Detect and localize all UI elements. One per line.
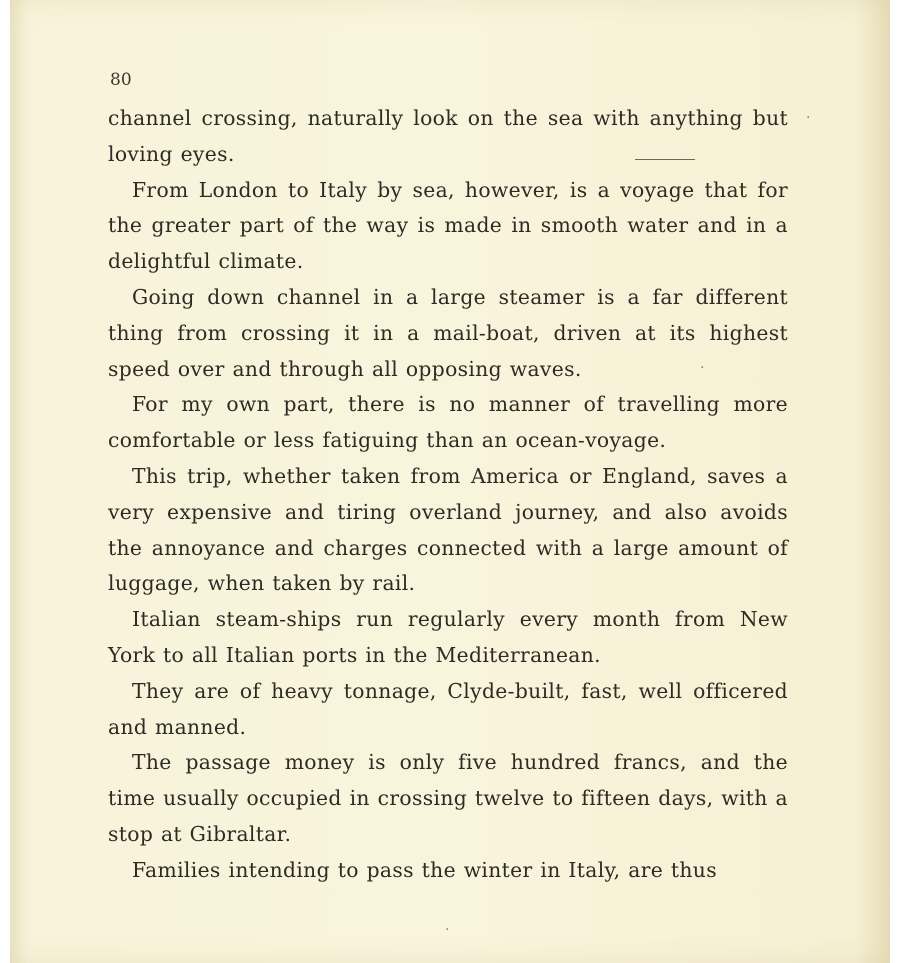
book-page bbox=[10, 0, 890, 963]
paragraph: The passage money is only five hundred francs, and the time usually occupied in crossing twelve to fifteen days, with a stop at Gibraltar. bbox=[108, 750, 788, 846]
paper-speck: · bbox=[445, 922, 450, 938]
paragraph: They are of heavy tonnage, Clyde-built, fast, well officered and manned. bbox=[108, 678, 788, 739]
body-text bbox=[108, 101, 788, 889]
paper-speck: · bbox=[806, 110, 811, 126]
paragraph: Italian steam-ships run regularly every month from New York to all Italian ports in the Mediterranean. bbox=[108, 607, 788, 667]
paper-speck: · bbox=[700, 360, 705, 376]
paragraph: This trip, whether taken from America or England, saves a very expensive and tiring overland journey, and also avoids the annoyance and charges connected with a large amount of luggage, when taken by rail. bbox=[108, 463, 788, 596]
paragraph: channel crossing, naturally look on the sea with anything but loving eyes. bbox=[108, 106, 788, 166]
paragraph: For my own part, there is no manner of travelling more comfortable or less fatiguing than an ocean-voyage. bbox=[108, 392, 788, 453]
paragraph: Families intending to pass the winter in Italy, are thus bbox=[132, 857, 717, 882]
paragraph: From London to Italy by sea, however, is a voyage that for the greater part of the way is made in smooth water and in a delightful climate. bbox=[108, 177, 788, 274]
paragraph: Going down channel in a large steamer is a far different thing from crossing it in a mail-boat, driven at its highest speed over and through all opposing waves. bbox=[108, 284, 788, 381]
page-number: 80 bbox=[110, 70, 132, 90]
